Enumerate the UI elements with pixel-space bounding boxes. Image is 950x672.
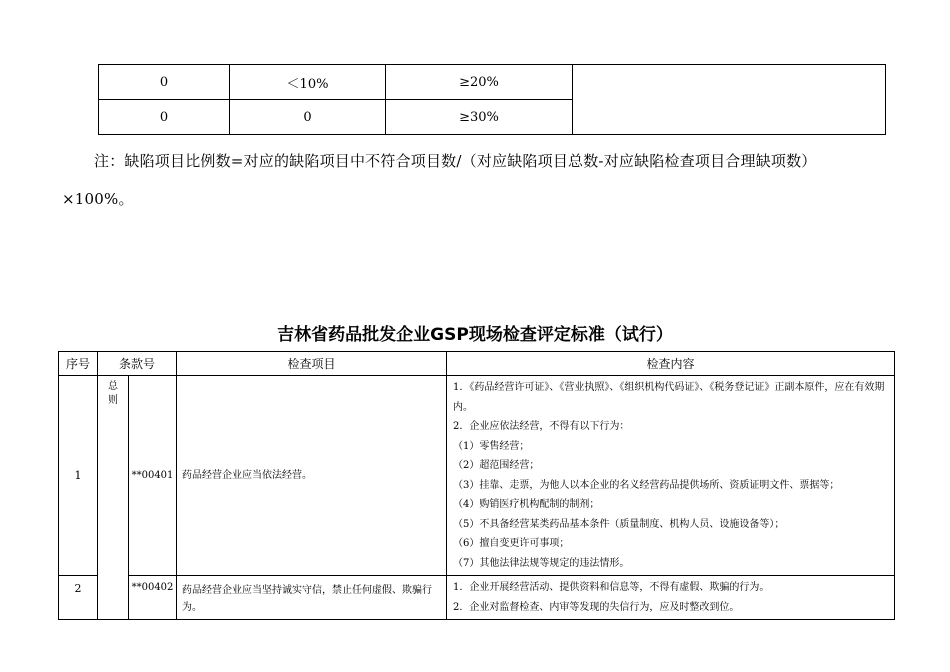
table-cell: ≥20% [386,65,573,100]
category-label: 总则 [108,381,118,406]
inspection-table [58,351,895,620]
table-cell: 0 [99,100,230,135]
content-line: 2．企业应依法经营，不得有以下行为： [453,421,630,432]
content-line: （4）购销医疗机构配制的制剂； [453,499,600,510]
content-line: （3）挂靠、走票，为他人以本企业的名义经营药品提供场所、资质证明文件、票据等； [453,479,840,491]
clause-code: **00401 [129,376,177,576]
header-item: 检查项目 [177,352,447,376]
footnote: 注：缺陷项目比例数=对应的缺陷项目中不符合项目数/（对应缺陷项目总数-对应缺陷检查项目合理缺项数）×100%。 [62,152,817,208]
table-cell: 0 [99,65,230,100]
check-item: 药品经营企业应当坚持诚实守信，禁止任何虚假、欺骗行为。 [177,576,447,620]
header-seq: 序号 [59,352,98,376]
check-content [447,376,895,576]
table-cell: ＜10% [230,65,386,100]
check-item: 药品经营企业应当依法经营。 [177,376,447,576]
row-seq: 1 [59,376,98,576]
content-line: （7）其他法律法规等规定的违法情形。 [453,557,630,569]
clause-code: **00402 [129,576,177,620]
header-content: 检查内容 [447,352,895,376]
content-line: （6）擅自变更许可事项； [453,538,570,549]
table-row [99,65,886,100]
content-line: 1．企业开展经营活动、提供资料和信息等，不得有虚假、欺骗的行为。 [453,582,770,593]
table-cell: 0 [230,100,386,135]
table-header-row [59,352,895,376]
header-clause: 条款号 [98,352,177,376]
content-line: （1）零售经营； [453,440,530,452]
category-cell [98,376,129,620]
table-row [59,576,895,620]
table-cell: ≥30% [386,100,573,135]
table-row [59,376,895,576]
content-line: （5）不具备经营某类药品基本条件（质量制度、机构人员、设施设备等）； [453,518,785,530]
check-content [447,576,895,620]
content-line: 2．企业对监督检查、内审等发现的失信行为，应及时整改到位。 [453,601,740,613]
table-cell-empty [573,65,886,135]
content-line: 1．《药品经营许可证》、《营业执照》、《组织机构代码证》、《税务登记证》正副本原件，应在有效期内。 [453,382,885,413]
scoring-table [98,64,886,135]
row-seq: 2 [59,576,98,620]
content-line: （2）超范围经营； [453,460,540,471]
page-title: 吉林省药品批发企业GSP现场检查评定标准（试行） [277,325,673,345]
